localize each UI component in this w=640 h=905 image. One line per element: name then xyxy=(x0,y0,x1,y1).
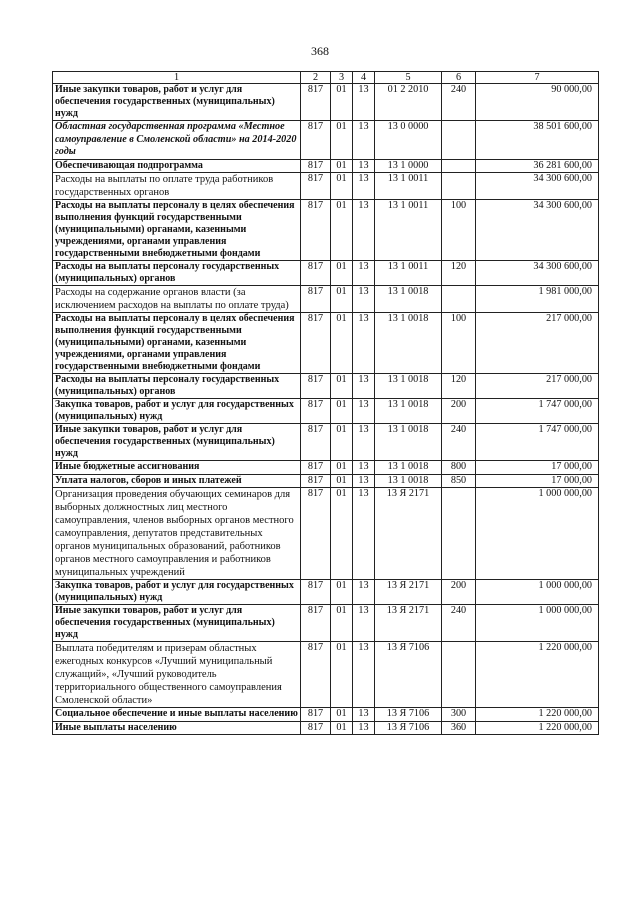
row-name-cell: Уплата налогов, сборов и иных платежей xyxy=(53,474,301,488)
budget-table xyxy=(52,71,599,735)
expense-type-cell xyxy=(442,286,476,313)
amount-cell: 34 300 600,00 xyxy=(476,173,599,200)
table-row xyxy=(53,399,599,424)
expense-type-cell: 360 xyxy=(442,721,476,735)
amount-cell: 1 000 000,00 xyxy=(476,605,599,642)
section-cell: 01 xyxy=(331,313,353,374)
amount-cell: 1 981 000,00 xyxy=(476,286,599,313)
table-row xyxy=(53,642,599,708)
subsection-cell: 13 xyxy=(353,488,375,580)
subsection-cell: 13 xyxy=(353,642,375,708)
admin-code-cell: 817 xyxy=(301,642,331,708)
subsection-cell: 13 xyxy=(353,708,375,722)
amount-cell: 17 000,00 xyxy=(476,474,599,488)
section-cell: 01 xyxy=(331,121,353,160)
table-row xyxy=(53,605,599,642)
subsection-cell: 13 xyxy=(353,605,375,642)
target-article-cell: 13 1 0018 xyxy=(375,461,442,475)
amount-cell: 38 501 600,00 xyxy=(476,121,599,160)
row-name-cell: Организация проведения обучающих семинаров для выборных должностных лиц местного самоуправления, членов выборных органов местного самоуправления, депутатов представительных органов муниципальных образований, работников органов местного самоуправления и работников муниципальных учреждений xyxy=(53,488,301,580)
expense-type-cell: 850 xyxy=(442,474,476,488)
admin-code-cell: 817 xyxy=(301,580,331,605)
expense-type-cell xyxy=(442,173,476,200)
amount-cell: 34 300 600,00 xyxy=(476,200,599,261)
subsection-cell: 13 xyxy=(353,261,375,286)
section-cell: 01 xyxy=(331,424,353,461)
amount-cell: 90 000,00 xyxy=(476,84,599,121)
subsection-cell: 13 xyxy=(353,424,375,461)
section-cell: 01 xyxy=(331,580,353,605)
row-name-cell: Расходы на выплаты по оплате труда работников государственных органов xyxy=(53,173,301,200)
table-row xyxy=(53,424,599,461)
subsection-cell: 13 xyxy=(353,121,375,160)
target-article-cell: 01 2 2010 xyxy=(375,84,442,121)
row-name-cell: Закупка товаров, работ и услуг для государственных (муниципальных) нужд xyxy=(53,580,301,605)
row-name-cell: Расходы на выплаты персоналу государственных (муниципальных) органов xyxy=(53,261,301,286)
subsection-cell: 13 xyxy=(353,286,375,313)
amount-cell: 1 747 000,00 xyxy=(476,424,599,461)
subsection-cell: 13 xyxy=(353,474,375,488)
admin-code-cell: 817 xyxy=(301,605,331,642)
row-name-cell: Иные выплаты населению xyxy=(53,721,301,735)
section-cell: 01 xyxy=(331,84,353,121)
row-name-cell: Иные бюджетные ассигнования xyxy=(53,461,301,475)
target-article-cell: 13 Я 7106 xyxy=(375,708,442,722)
expense-type-cell xyxy=(442,642,476,708)
subsection-cell: 13 xyxy=(353,721,375,735)
table-row xyxy=(53,286,599,313)
row-name-cell: Обеспечивающая подпрограмма xyxy=(53,159,301,173)
admin-code-cell: 817 xyxy=(301,286,331,313)
expense-type-cell xyxy=(442,159,476,173)
target-article-cell: 13 0 0000 xyxy=(375,121,442,160)
amount-cell: 1 220 000,00 xyxy=(476,708,599,722)
row-name-cell: Расходы на выплаты персоналу в целях обеспечения выполнения функций государственными (муниципальными) органами, казенными учреждениями, органами управления государственными внебюджетными фондами xyxy=(53,313,301,374)
amount-cell: 217 000,00 xyxy=(476,374,599,399)
table-row xyxy=(53,261,599,286)
admin-code-cell: 817 xyxy=(301,84,331,121)
section-cell: 01 xyxy=(331,461,353,475)
row-name-cell: Выплата победителям и призерам областных ежегодных конкурсов «Лучший муниципальный служащий», «Лучший руководитель территориального общественного самоуправления Смоленской области» xyxy=(53,642,301,708)
admin-code-cell: 817 xyxy=(301,399,331,424)
row-name-cell: Расходы на содержание органов власти (за исключением расходов на выплаты по оплате труда) xyxy=(53,286,301,313)
expense-type-cell: 120 xyxy=(442,374,476,399)
section-cell: 01 xyxy=(331,374,353,399)
expense-type-cell: 240 xyxy=(442,605,476,642)
amount-cell: 1 000 000,00 xyxy=(476,580,599,605)
section-cell: 01 xyxy=(331,399,353,424)
admin-code-cell: 817 xyxy=(301,261,331,286)
target-article-cell: 13 1 0018 xyxy=(375,313,442,374)
subsection-cell: 13 xyxy=(353,200,375,261)
admin-code-cell: 817 xyxy=(301,424,331,461)
section-cell: 01 xyxy=(331,159,353,173)
target-article-cell: 13 Я 7106 xyxy=(375,721,442,735)
subsection-cell: 13 xyxy=(353,461,375,475)
column-header: 2 xyxy=(301,72,331,84)
row-name-cell: Расходы на выплаты персоналу государственных (муниципальных) органов xyxy=(53,374,301,399)
column-header: 4 xyxy=(353,72,375,84)
expense-type-cell xyxy=(442,488,476,580)
row-name-cell: Иные закупки товаров, работ и услуг для обеспечения государственных (муниципальных) нужд xyxy=(53,424,301,461)
section-cell: 01 xyxy=(331,286,353,313)
expense-type-cell: 300 xyxy=(442,708,476,722)
target-article-cell: 13 1 0011 xyxy=(375,200,442,261)
target-article-cell: 13 1 0000 xyxy=(375,159,442,173)
section-cell: 01 xyxy=(331,488,353,580)
column-header: 7 xyxy=(476,72,599,84)
admin-code-cell: 817 xyxy=(301,488,331,580)
amount-cell: 1 220 000,00 xyxy=(476,721,599,735)
section-cell: 01 xyxy=(331,708,353,722)
amount-cell: 217 000,00 xyxy=(476,313,599,374)
row-name-cell: Иные закупки товаров, работ и услуг для обеспечения государственных (муниципальных) нужд xyxy=(53,84,301,121)
target-article-cell: 13 Я 2171 xyxy=(375,488,442,580)
table-row xyxy=(53,84,599,121)
admin-code-cell: 817 xyxy=(301,474,331,488)
admin-code-cell: 817 xyxy=(301,374,331,399)
table-row xyxy=(53,721,599,735)
table-row xyxy=(53,488,599,580)
table-row xyxy=(53,461,599,475)
amount-cell: 34 300 600,00 xyxy=(476,261,599,286)
target-article-cell: 13 1 0011 xyxy=(375,173,442,200)
target-article-cell: 13 1 0018 xyxy=(375,374,442,399)
expense-type-cell: 800 xyxy=(442,461,476,475)
target-article-cell: 13 1 0018 xyxy=(375,424,442,461)
table-row xyxy=(53,708,599,722)
target-article-cell: 13 1 0018 xyxy=(375,399,442,424)
row-name-cell: Закупка товаров, работ и услуг для государственных (муниципальных) нужд xyxy=(53,399,301,424)
subsection-cell: 13 xyxy=(353,173,375,200)
admin-code-cell: 817 xyxy=(301,159,331,173)
section-cell: 01 xyxy=(331,474,353,488)
expense-type-cell: 200 xyxy=(442,399,476,424)
subsection-cell: 13 xyxy=(353,313,375,374)
amount-cell: 17 000,00 xyxy=(476,461,599,475)
expense-type-cell xyxy=(442,121,476,160)
expense-type-cell: 200 xyxy=(442,580,476,605)
header-row xyxy=(53,72,599,84)
target-article-cell: 13 Я 2171 xyxy=(375,605,442,642)
column-header: 1 xyxy=(53,72,301,84)
admin-code-cell: 817 xyxy=(301,173,331,200)
amount-cell: 1 000 000,00 xyxy=(476,488,599,580)
row-name-cell: Социальное обеспечение и иные выплаты населению xyxy=(53,708,301,722)
subsection-cell: 13 xyxy=(353,399,375,424)
table-row xyxy=(53,474,599,488)
table-row xyxy=(53,173,599,200)
section-cell: 01 xyxy=(331,721,353,735)
table-row xyxy=(53,200,599,261)
subsection-cell: 13 xyxy=(353,374,375,399)
subsection-cell: 13 xyxy=(353,580,375,605)
section-cell: 01 xyxy=(331,173,353,200)
expense-type-cell: 240 xyxy=(442,84,476,121)
admin-code-cell: 817 xyxy=(301,200,331,261)
column-header: 6 xyxy=(442,72,476,84)
admin-code-cell: 817 xyxy=(301,313,331,374)
page-number: 368 xyxy=(311,44,329,58)
section-cell: 01 xyxy=(331,642,353,708)
subsection-cell: 13 xyxy=(353,159,375,173)
target-article-cell: 13 1 0011 xyxy=(375,261,442,286)
table-row xyxy=(53,121,599,160)
section-cell: 01 xyxy=(331,605,353,642)
amount-cell: 36 281 600,00 xyxy=(476,159,599,173)
section-cell: 01 xyxy=(331,261,353,286)
admin-code-cell: 817 xyxy=(301,708,331,722)
admin-code-cell: 817 xyxy=(301,721,331,735)
column-header: 3 xyxy=(331,72,353,84)
expense-type-cell: 100 xyxy=(442,200,476,261)
table-row xyxy=(53,374,599,399)
target-article-cell: 13 1 0018 xyxy=(375,474,442,488)
table-row xyxy=(53,580,599,605)
expense-type-cell: 120 xyxy=(442,261,476,286)
amount-cell: 1 747 000,00 xyxy=(476,399,599,424)
table-row xyxy=(53,159,599,173)
column-header: 5 xyxy=(375,72,442,84)
target-article-cell: 13 1 0018 xyxy=(375,286,442,313)
subsection-cell: 13 xyxy=(353,84,375,121)
row-name-cell: Областная государственная программа «Местное самоуправление в Смоленской области» на 2014-2020 годы xyxy=(53,121,301,160)
row-name-cell: Расходы на выплаты персоналу в целях обеспечения выполнения функций государственными (муниципальными) органами, казенными учреждениями, органами управления государственными внебюджетными фондами xyxy=(53,200,301,261)
row-name-cell: Иные закупки товаров, работ и услуг для обеспечения государственных (муниципальных) нужд xyxy=(53,605,301,642)
target-article-cell: 13 Я 7106 xyxy=(375,642,442,708)
expense-type-cell: 100 xyxy=(442,313,476,374)
table-row xyxy=(53,313,599,374)
amount-cell: 1 220 000,00 xyxy=(476,642,599,708)
section-cell: 01 xyxy=(331,200,353,261)
admin-code-cell: 817 xyxy=(301,461,331,475)
expense-type-cell: 240 xyxy=(442,424,476,461)
target-article-cell: 13 Я 2171 xyxy=(375,580,442,605)
admin-code-cell: 817 xyxy=(301,121,331,160)
